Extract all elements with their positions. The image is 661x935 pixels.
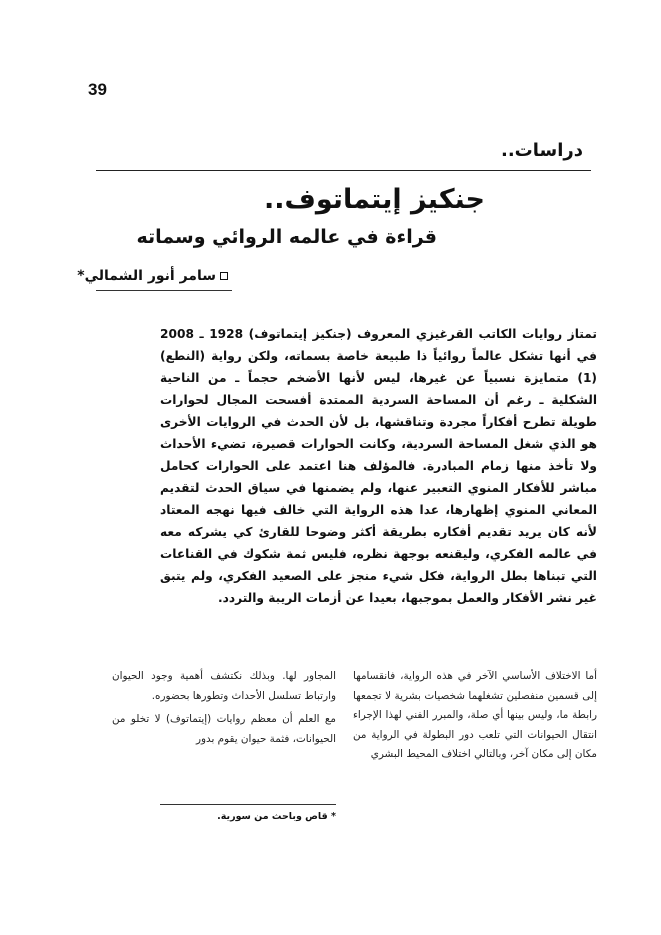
body-paragraph: أما الاختلاف الأساسي الآخر في هذه الرواية، فانقسامها إلى قسمين منفصلين تشغلهما شخصيات بشرية لا تجمعها رابطة ما، وليس بينها أي صلة، والمبرر الفني لهذا الإجراء انتقال الحيوانات التي تلعب دور البطولة في الرواية من مكان إلى مكان آخر، وبالتالي اختلاف المحيط البشري <box>353 670 597 761</box>
section-divider <box>96 170 591 171</box>
section-label: دراسات.. <box>501 140 583 161</box>
footnote: * قاص وباحث من سورية. <box>217 811 336 822</box>
body-column-right <box>353 667 597 769</box>
author-name: سامر أنور الشمالي* <box>77 268 216 284</box>
article-subtitle: قراءة في عالمه الروائي وسماته <box>136 226 437 248</box>
author-line <box>77 268 228 284</box>
page-number: 39 <box>88 80 107 99</box>
square-bullet-icon <box>220 272 228 280</box>
body-paragraph: مع العلم أن معظم روايات (إيتماتوف) لا تخلو من الحيوانات، فثمة حيوان يقوم بدور <box>112 713 336 745</box>
footnote-divider <box>160 804 336 805</box>
author-underline <box>96 290 232 291</box>
body-paragraph: المجاور لها. وبذلك نكتشف أهمية وجود الحيوان وارتباط تسلسل الأحداث وتطورها بحضوره. <box>112 670 336 702</box>
lead-paragraph: تمتاز روايات الكاتب القرغيزي المعروف (جنكيز إيتماتوف) 1928 ـ 2008 في أنها تشكل عالماً روائياً ذا طبيعة خاصة بسماته، ولكن رواية (النطع)(1) متمايزة نسبياً عن غيرها، ليس لأنها الأضخم حجماً ـ من الناحية الشكلية ـ رغم أن المساحة السردية الممتدة أفسحت المجال لحوارات طويلة تطرح أفكاراً مجردة وتناقشها، بل لأن الحدث في الروايات الأخرى هو الذي شغل المساحة السردية، وكانت الحوارات قصيرة، تضيء الأحداث ولا تأخذ منها زمام المبادرة. فالمؤلف هنا اعتمد على الحوارات كحامل مباشر للأفكار المنوي التعبير عنها، ولم يضمنها في سياق الحدث لتقديم المعاني المنوي إظهارها، عدا هذه الرواية التي خالف فيها نهجه المعتاد لأنه كان يريد تقديم أفكاره بطريقة أكثر وضوحا للقارئ كي يشركه معه في عالمه الفكري، وليقنعه بوجهة نظره، فليس ثمة شكوك في القناعات التي تبناها بطل الرواية، فكل شيء منجز على الصعيد الفكري، ولم يتبق غير نشر الأفكار والعمل بموجبها، بعيدا عن أزمات الريبة والتردد. <box>160 327 597 605</box>
body-column-left <box>112 667 336 753</box>
article-title: جنكيز إيتماتوف.. <box>264 184 485 215</box>
